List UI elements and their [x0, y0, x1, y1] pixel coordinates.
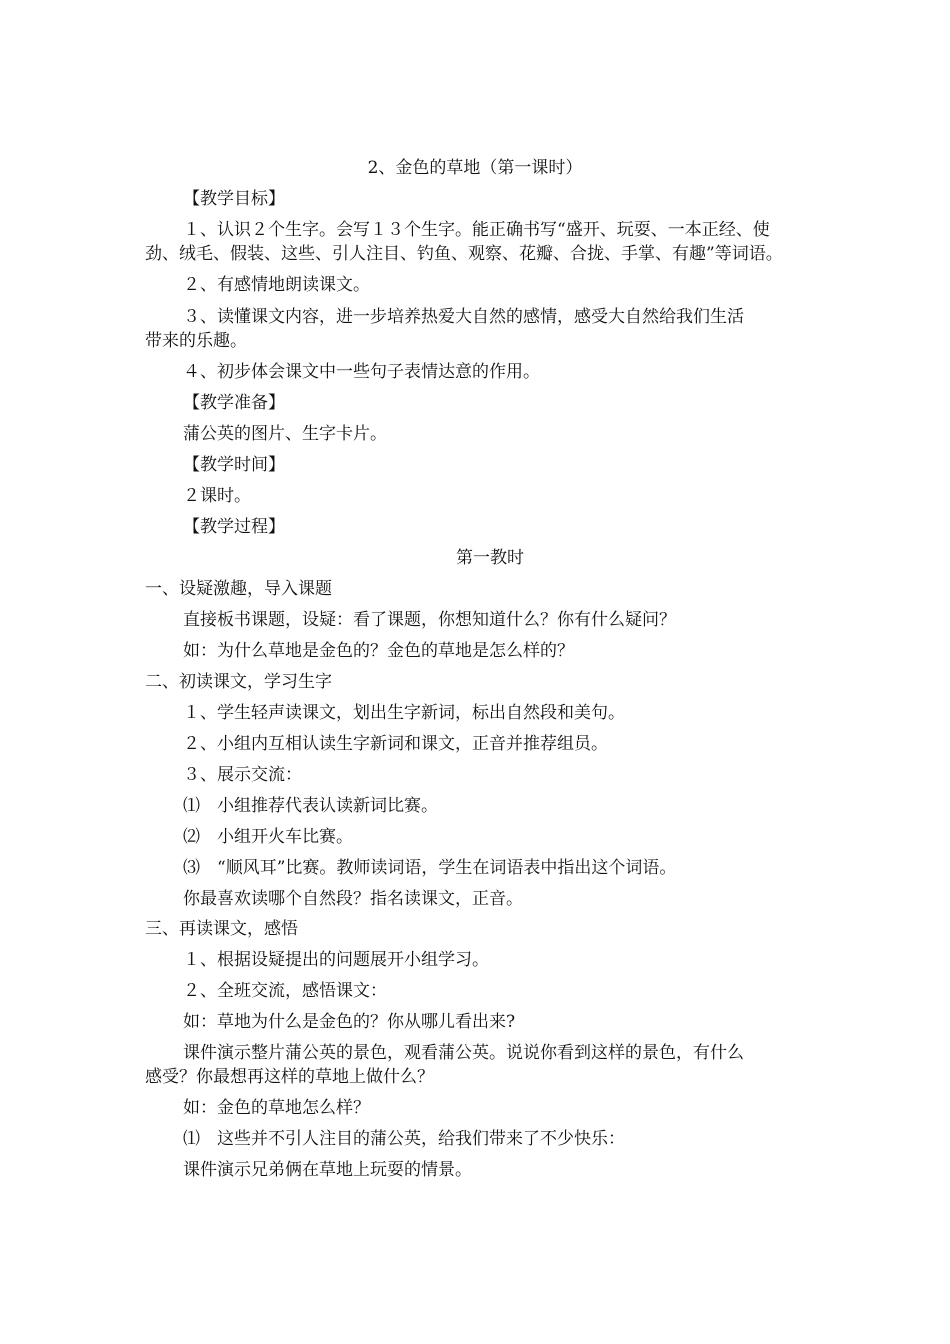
- section-3-item-1: １、根据设疑提出的问题展开小组学习。: [183, 950, 489, 970]
- objective-2: ２、有感情地朗读课文。: [183, 275, 370, 295]
- objective-1-line-1: １、认识２个生字。会写１３个生字。能正确书写“盛开、玩耍、一本正经、使: [183, 220, 770, 240]
- section-3-item-2: ２、全班交流，感悟课文：: [183, 981, 387, 1001]
- preparation-text: 蒲公英的图片、生字卡片。: [183, 424, 387, 444]
- time-heading: 【教学时间】: [183, 455, 285, 475]
- objective-3-line-2: 带来的乐趣。: [145, 331, 247, 351]
- process-heading: 【教学过程】: [183, 517, 285, 537]
- section-3-demo-1-line-1: 课件演示整片蒲公英的景色，观看蒲公英。说说你看到这样的景色，有什么: [183, 1043, 744, 1063]
- section-1-heading: 一、设疑激趣，导入课题: [145, 579, 332, 599]
- objectives-heading: 【教学目标】: [183, 189, 285, 209]
- section-3-demo-1-line-2: 感受？你最想再这样的草地上做什么？: [145, 1067, 434, 1087]
- section-2-item-2: ２、小组内互相认读生字新词和课文，正音并推荐组员。: [183, 734, 608, 754]
- objective-4: ４、初步体会课文中一些句子表情达意的作用。: [183, 362, 540, 382]
- section-1-line-2: 如：为什么草地是金色的？金色的草地是怎么样的？: [183, 641, 574, 661]
- section-2-sub-2: ⑵ 小组开火车比赛。: [183, 827, 353, 847]
- preparation-heading: 【教学准备】: [183, 393, 285, 413]
- section-2-heading: 二、初读课文，学习生字: [145, 672, 332, 692]
- section-3-question-2: 如：金色的草地怎么样？: [183, 1098, 370, 1118]
- section-2-last-line: 你最喜欢读哪个自然段？指名读课文，正音。: [183, 889, 523, 909]
- time-text: ２课时。: [183, 486, 251, 506]
- section-3-demo-2: 课件演示兄弟俩在草地上玩耍的情景。: [183, 1160, 472, 1180]
- page-title: 2、金色的草地（第一课时）: [367, 158, 583, 178]
- objective-1-line-2: 劲、绒毛、假装、这些、引人注目、钓鱼、观察、花瓣、合拢、手掌、有趣”等词语。: [145, 244, 783, 264]
- section-2-sub-1: ⑴ 小组推荐代表认读新词比赛。: [183, 796, 438, 816]
- section-2-sub-3: ⑶ “顺风耳”比赛。教师读词语，学生在词语表中指出这个词语。: [183, 858, 677, 878]
- section-3-question-1: 如：草地为什么是金色的？你从哪儿看出来?: [183, 1012, 516, 1032]
- section-2-item-3: ３、展示交流：: [183, 765, 302, 785]
- section-3-sub-1: ⑴ 这些并不引人注目的蒲公英，给我们带来了不少快乐：: [183, 1129, 625, 1149]
- objective-3-line-1: ３、读懂课文内容，进一步培养热爱大自然的感情，感受大自然给我们生活: [183, 307, 744, 327]
- section-2-item-1: １、学生轻声读课文，划出生字新词，标出自然段和美句。: [183, 703, 625, 723]
- section-3-heading: 三、再读课文，感悟: [145, 919, 298, 939]
- section-1-line-1: 直接板书课题，设疑：看了课题，你想知道什么？你有什么疑问？: [183, 610, 676, 630]
- lesson-title: 第一教时: [456, 548, 524, 568]
